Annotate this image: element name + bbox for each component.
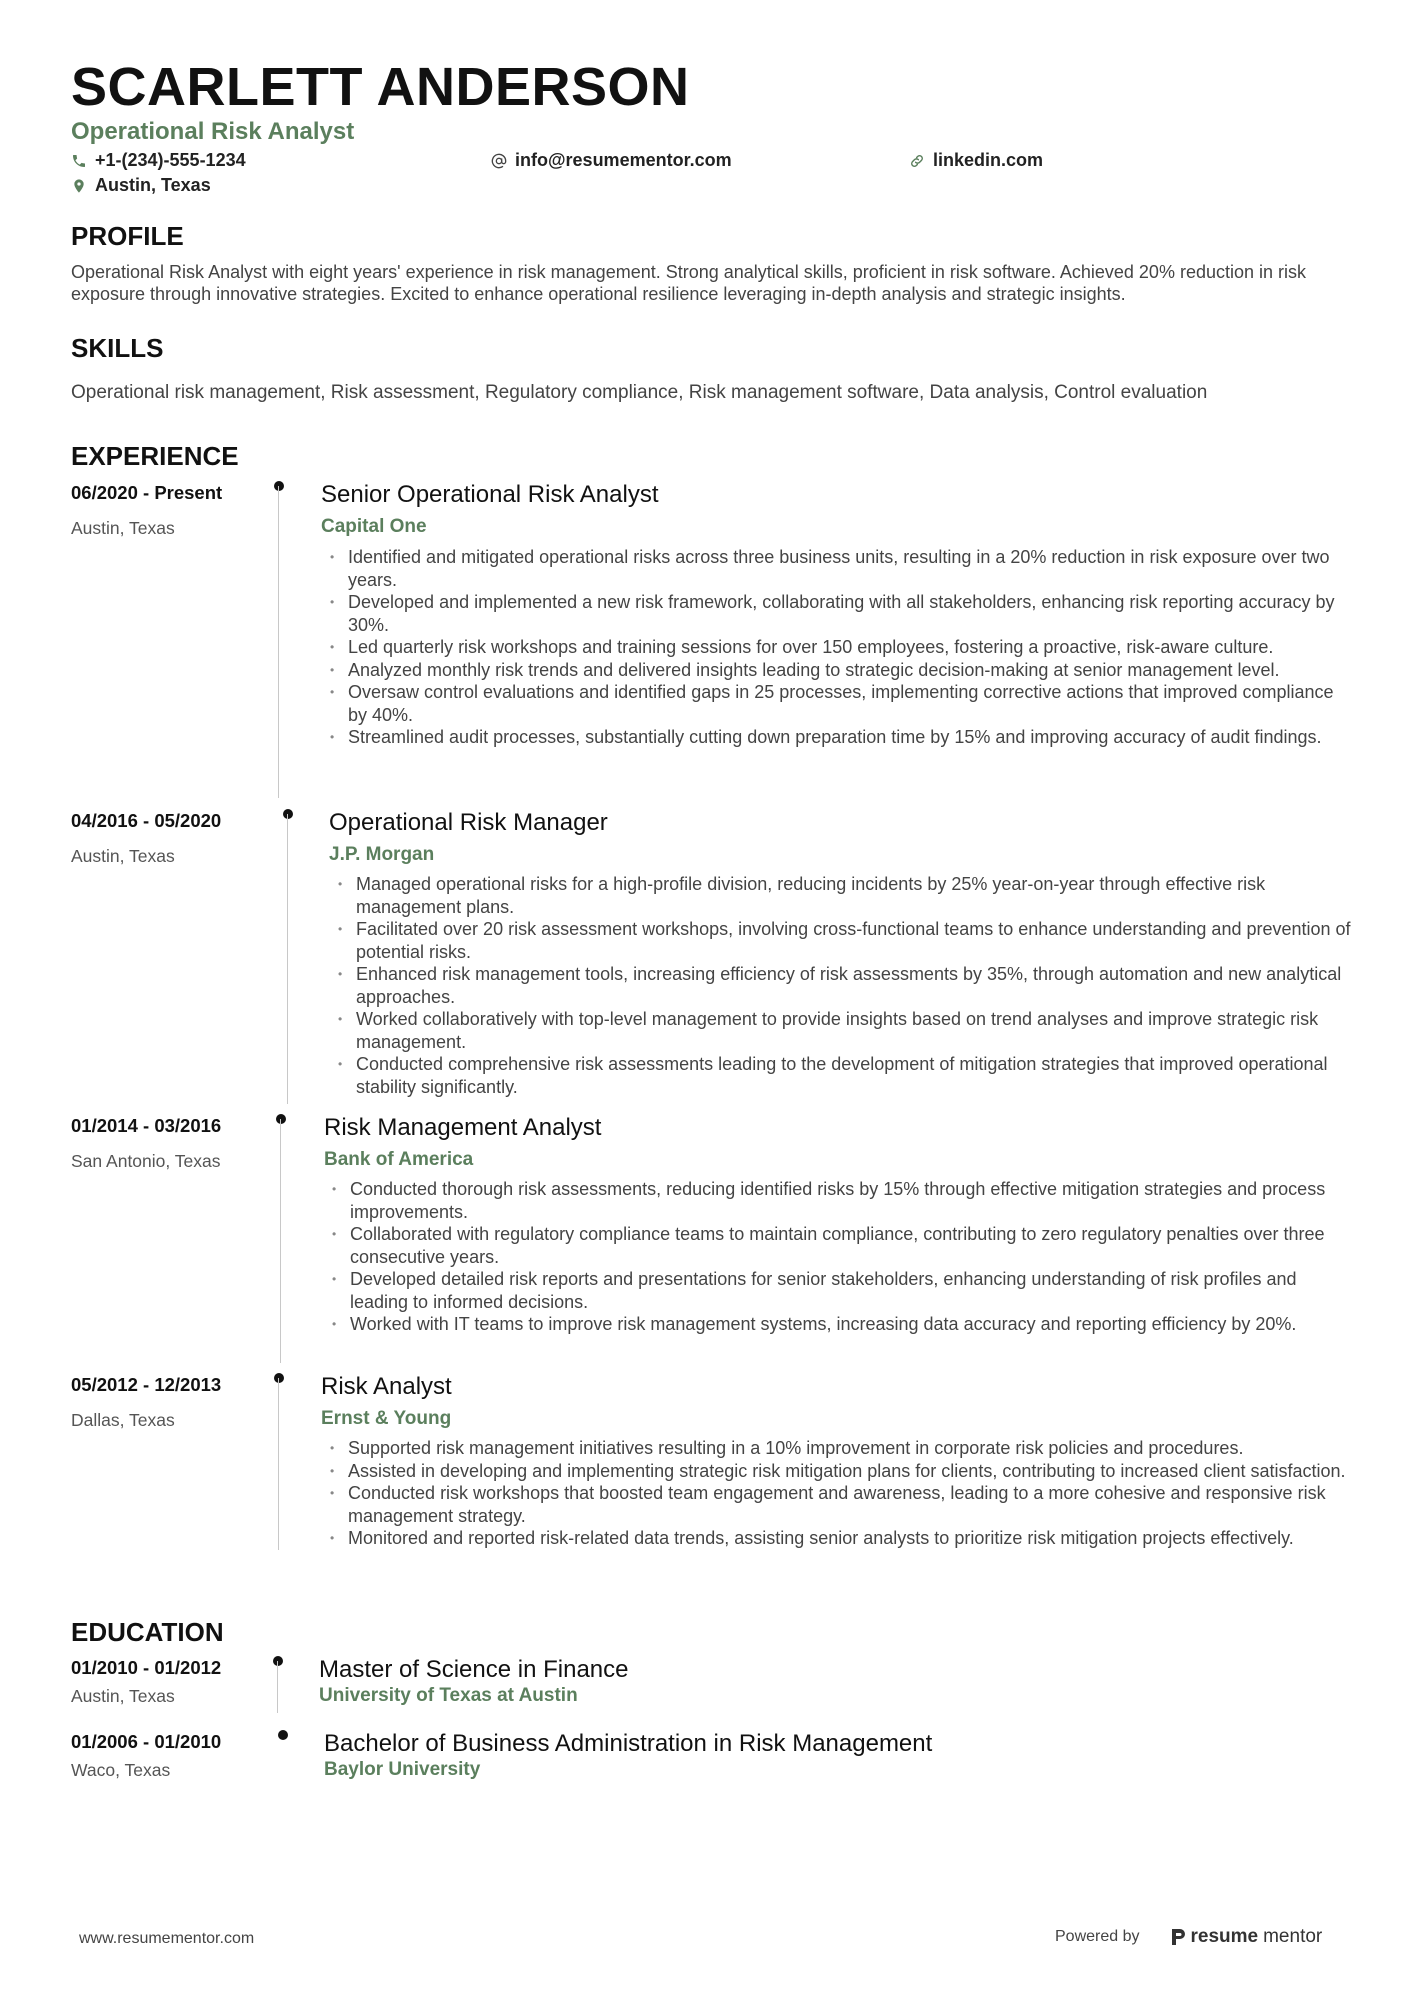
phone-text: +1-(234)-555-1234 — [95, 150, 246, 170]
job-role: Risk Analyst — [321, 1373, 452, 1400]
education-school: University of Texas at Austin — [319, 1685, 578, 1706]
experience-heading: EXPERIENCE — [71, 441, 239, 471]
email-contact[interactable] — [491, 150, 732, 171]
job-dates: 06/2020 - Present — [71, 482, 223, 503]
job-bullets — [326, 1437, 1356, 1550]
timeline-dot — [276, 1114, 286, 1124]
job-bullets — [334, 873, 1364, 1098]
job-company: Ernst & Young — [321, 1408, 452, 1429]
phone-icon — [71, 153, 87, 169]
timeline-line — [278, 1378, 279, 1550]
job-title: Operational Risk Analyst — [71, 118, 355, 145]
powered-by-label: Powered by — [1055, 1928, 1140, 1945]
education-dates: 01/2006 - 01/2010 — [71, 1731, 222, 1752]
job-location: Dallas, Texas — [71, 1410, 175, 1430]
brand-logo-icon — [1170, 1927, 1186, 1947]
list-item: • Conducted thorough risk assessments, reducing identified risks by 15% through effective mitigation strategies and process improvements. — [328, 1178, 1358, 1223]
job-company: J.P. Morgan — [329, 844, 435, 865]
profile-heading: PROFILE — [71, 221, 184, 251]
timeline-line — [287, 814, 288, 1104]
list-item: • Oversaw control evaluations and identified gaps in 25 processes, implementing corrective actions that improved compliance by 40%. — [326, 681, 1356, 726]
list-item: • Conducted comprehensive risk assessments leading to the development of mitigation strategies that improved operational stability significantly. — [334, 1053, 1364, 1098]
footer-powered — [1055, 1926, 1322, 1948]
list-item: • Monitored and reported risk-related data trends, assisting senior analysts to prioritize risk mitigation projects effectively. — [326, 1527, 1356, 1550]
job-bullets — [328, 1178, 1358, 1336]
location-text: Austin, Texas — [95, 175, 211, 195]
job-company: Capital One — [321, 516, 427, 537]
linkedin-text[interactable]: linkedin.com — [933, 150, 1044, 170]
job-location: Austin, Texas — [71, 518, 175, 538]
job-role: Risk Management Analyst — [324, 1114, 602, 1141]
link-icon — [909, 153, 925, 169]
education-location: Austin, Texas — [71, 1686, 175, 1706]
list-item: • Managed operational risks for a high-profile division, reducing incidents by 25% year-on-year through effective risk management plans. — [334, 873, 1364, 918]
list-item: • Analyzed monthly risk trends and delivered insights leading to strategic decision-making at senior management level. — [326, 659, 1356, 682]
job-location: Austin, Texas — [71, 846, 175, 866]
list-item: • Led quarterly risk workshops and training sessions for over 150 employees, fostering a proactive, risk-aware culture. — [326, 636, 1356, 659]
linkedin-contact[interactable] — [909, 150, 1043, 171]
job-location: San Antonio, Texas — [71, 1151, 221, 1171]
timeline-line — [280, 1119, 281, 1363]
phone-contact — [71, 150, 246, 171]
list-item: • Assisted in developing and implementing strategic risk mitigation plans for clients, contributing to increased client satisfaction. — [326, 1460, 1356, 1483]
brand-light: mentor — [1263, 1926, 1323, 1947]
list-item: • Facilitated over 20 risk assessment workshops, involving cross-functional teams to enhance understanding and prevention of potential risks. — [334, 918, 1364, 963]
email-text[interactable]: info@resumementor.com — [515, 150, 732, 170]
education-dates: 01/2010 - 01/2012 — [71, 1657, 222, 1678]
timeline-dot — [273, 1656, 283, 1666]
job-company: Bank of America — [324, 1149, 474, 1170]
list-item: • Identified and mitigated operational risks across three business units, resulting in a 20% reduction in risk exposure over two years. — [326, 546, 1356, 591]
education-degree: Bachelor of Business Administration in Risk Management — [324, 1730, 933, 1757]
list-item: • Collaborated with regulatory compliance teams to maintain compliance, contributing to zero regulatory penalties over three consecutive years. — [328, 1223, 1358, 1268]
job-dates: 01/2014 - 03/2016 — [71, 1115, 222, 1136]
footer-website[interactable]: www.resumementor.com — [79, 1930, 255, 1947]
list-item: • Developed and implemented a new risk framework, collaborating with all stakeholders, enhancing risk reporting accuracy by 30%. — [326, 591, 1356, 636]
at-icon — [491, 153, 507, 169]
list-item: • Worked collaboratively with top-level management to provide insights based on trend analyses and improve strategic risk management. — [334, 1008, 1364, 1053]
list-item: • Conducted risk workshops that boosted team engagement and awareness, leading to a more cohesive and responsive risk management strategy. — [326, 1482, 1356, 1527]
education-location: Waco, Texas — [71, 1760, 171, 1780]
job-dates: 04/2016 - 05/2020 — [71, 810, 222, 831]
education-degree: Master of Science in Finance — [319, 1656, 629, 1683]
timeline-dot — [278, 1730, 288, 1740]
job-role: Operational Risk Manager — [329, 809, 608, 836]
list-item: • Enhanced risk management tools, increasing efficiency of risk assessments by 35%, through automation and new analytical approaches. — [334, 963, 1364, 1008]
timeline-dot — [274, 481, 284, 491]
timeline-dot — [274, 1373, 284, 1383]
candidate-name: SCARLETT ANDERSON — [71, 57, 690, 117]
timeline-line — [277, 1661, 278, 1713]
timeline-line — [278, 486, 279, 798]
list-item: • Supported risk management initiatives resulting in a 10% improvement in corporate risk policies and procedures. — [326, 1437, 1356, 1460]
job-bullets — [326, 546, 1356, 749]
skills-text: Operational risk management, Risk assessment, Regulatory compliance, Risk management software, Data analysis, Control evaluation — [71, 382, 1208, 403]
list-item: • Worked with IT teams to improve risk management systems, increasing data accuracy and reporting efficiency by 20%. — [328, 1313, 1358, 1336]
skills-heading: SKILLS — [71, 333, 164, 363]
education-heading: EDUCATION — [71, 1617, 224, 1647]
education-school: Baylor University — [324, 1759, 481, 1780]
job-dates: 05/2012 - 12/2013 — [71, 1374, 222, 1395]
timeline-dot — [283, 809, 293, 819]
job-role: Senior Operational Risk Analyst — [321, 481, 659, 508]
profile-text: Operational Risk Analyst with eight years' experience in risk management. Strong analytical skills, proficient in risk software. Achieved 20% reduction in risk exposure through innovative strategies. Excited to enhance operational resilience leveraging in-depth analysis and strategic insights. — [71, 262, 1307, 304]
brand-bold: resume — [1190, 1926, 1259, 1947]
list-item: • Developed detailed risk reports and presentations for senior stakeholders, enhancing understanding of risk profiles and leading to informed decisions. — [328, 1268, 1358, 1313]
list-item: • Streamlined audit processes, substantially cutting down preparation time by 15% and improving accuracy of audit findings. — [326, 726, 1356, 749]
location-pin-icon — [71, 178, 87, 194]
location-contact — [71, 175, 211, 196]
brand-logo[interactable] — [1170, 1926, 1323, 1948]
